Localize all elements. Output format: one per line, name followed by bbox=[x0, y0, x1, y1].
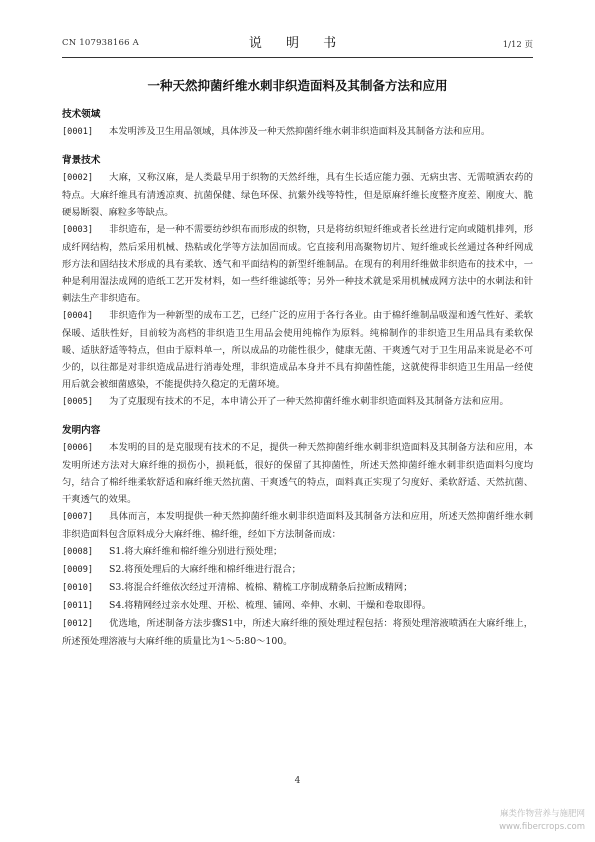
paragraph bbox=[62, 439, 533, 508]
description-body bbox=[62, 106, 533, 650]
paragraph-text: S4.将精网经过亲水处理、开松、梳理、铺网、牵伸、水刺、干燥和卷取即得。 bbox=[109, 600, 432, 611]
paragraph-number: [0004] bbox=[62, 311, 94, 321]
paragraph bbox=[62, 579, 533, 597]
section-heading: 发明内容 bbox=[62, 425, 101, 436]
paragraph-text: 具体而言，本发明提供一种天然抑菌纤维水刺非织造面料及其制备方法和应用，所述天然抑菌纤维水刺非织造面料包含原料成分大麻纤维、棉纤维，经如下方法制备而成： bbox=[62, 511, 533, 540]
paragraph-number: [0012] bbox=[62, 619, 94, 629]
paragraph bbox=[62, 597, 533, 615]
paragraph-text: 优选地，所述制备方法步骤S1中，所述大麻纤维的预处理过程包括：将预处理溶液喷洒在大麻纤维上，所述预处理溶液与大麻纤维的质量比为1～5:80～100。 bbox=[62, 618, 533, 647]
watermark-url: www.fibercrops.com bbox=[499, 822, 585, 832]
paragraph bbox=[62, 307, 533, 393]
paragraph-text: 大麻，又称汉麻，是人类最早用于织物的天然纤维，具有生长适应能力强、无病虫害、无需喷洒农药的特点。大麻纤维具有清透凉爽、抗菌保健、绿色环保、抗紫外线等特性，但是原麻纤维长度整齐度差、刚度大、脆硬易断裂、麻粒多等缺点。 bbox=[62, 172, 533, 218]
page-header bbox=[62, 32, 533, 54]
page-of-total: 1/12 页 bbox=[502, 40, 533, 50]
section-heading: 技术领域 bbox=[62, 109, 101, 120]
patent-title: 一种天然抑菌纤维水刺非织造面料及其制备方法和应用 bbox=[147, 78, 448, 93]
paragraph bbox=[62, 123, 533, 141]
paragraph-text: S2.将预处理后的大麻纤维和棉纤维进行混合； bbox=[109, 564, 301, 575]
paragraph-number: [0009] bbox=[62, 565, 94, 575]
paragraph bbox=[62, 561, 533, 579]
paragraph-text: 非织造作为一种新型的成布工艺，已经广泛的应用于各行各业。由于棉纤维制品吸湿和透气性好、柔软保暖、适肤性好，目前较为高档的非织造卫生用品会使用纯棉作为原料。纯棉制作的非织造卫生用品具有柔软保暖、适肤舒适等特点，但由于原料单一，所以成品的功能性很少，健康无菌、干爽透气对于卫生用品来说是必不可少的，以往都是对非织造成品进行消毒处理，非织造成品本身并不具有抑菌性能，这就使得非织造卫生用品一经使用后就会被细菌感染，不能提供持久稳定的无菌环境。 bbox=[62, 310, 533, 390]
header-divider bbox=[62, 57, 533, 58]
paragraph-number: [0008] bbox=[62, 547, 94, 557]
paragraph bbox=[62, 169, 533, 221]
paragraph bbox=[62, 221, 533, 307]
paragraph-text: 为了克服现有技术的不足，本申请公开了一种天然抑菌纤维水刺非织造面料及其制备方法和应用。 bbox=[109, 396, 509, 407]
paragraph-number: [0011] bbox=[62, 601, 94, 611]
document-type: 说 明 书 bbox=[248, 36, 347, 51]
paragraph-number: [0002] bbox=[62, 173, 94, 183]
document-number: CN 107938166 A bbox=[62, 38, 139, 48]
section-heading: 背景技术 bbox=[62, 155, 101, 166]
paragraph-text: S3.将混合纤维依次经过开清棉、梳棉、精梳工序制成精条后拉断成精网； bbox=[109, 582, 413, 593]
site-watermark bbox=[499, 808, 585, 834]
paragraph-text: 本发明的目的是克服现有技术的不足，提供一种天然抑菌纤维水刺非织造面料及其制备方法和应用，本发明所述方法对大麻纤维的损伤小，损耗低，很好的保留了其抑菌性，所述天然抑菌纤维水刺非织造面料匀度均匀，结合了棉纤维柔软舒适和麻纤维天然抗菌、干爽透气的特点，面料真正实现了匀度好、柔软舒适、天然抗菌、干爽透气的效果。 bbox=[62, 442, 533, 505]
paragraph bbox=[62, 393, 533, 411]
paragraph-number: [0010] bbox=[62, 583, 94, 593]
paragraph bbox=[62, 615, 533, 650]
paragraph-text: S1.将大麻纤维和棉纤维分别进行预处理； bbox=[109, 546, 283, 557]
paragraph bbox=[62, 508, 533, 543]
paragraph-number: [0006] bbox=[62, 443, 94, 453]
paragraph-number: [0003] bbox=[62, 225, 94, 235]
paragraph-number: [0001] bbox=[62, 127, 94, 137]
paragraph bbox=[62, 543, 533, 561]
paragraph-number: [0005] bbox=[62, 397, 94, 407]
paragraph-text: 本发明涉及卫生用品领域，具体涉及一种天然抑菌纤维水刺非织造面料及其制备方法和应用。 bbox=[109, 126, 491, 137]
paragraph-text: 非织造布，是一种不需要纺纱织布而形成的织物，只是将纺织短纤维或者长丝进行定向或随机排列，形成纤网结构，然后采用机械、热粘或化学等方法加固而成。它直接利用高聚物切片、短纤维或长丝通过各种纤网成形方法和固结技术形成的具有柔软、透气和平面结构的新型纤维制品。在现有的利用纤维做非织造布的技术中，一种是利用湿法成网的造纸工艺开发材料，如一些纤维滤纸等；另外一种技术就是采用机械成网方法中的水刺法和针刺法生产非织造布。 bbox=[62, 224, 533, 304]
watermark-site-name: 麻类作物营养与施肥网 bbox=[499, 809, 585, 819]
page-number: 4 bbox=[294, 776, 301, 786]
paragraph-number: [0007] bbox=[62, 512, 94, 522]
